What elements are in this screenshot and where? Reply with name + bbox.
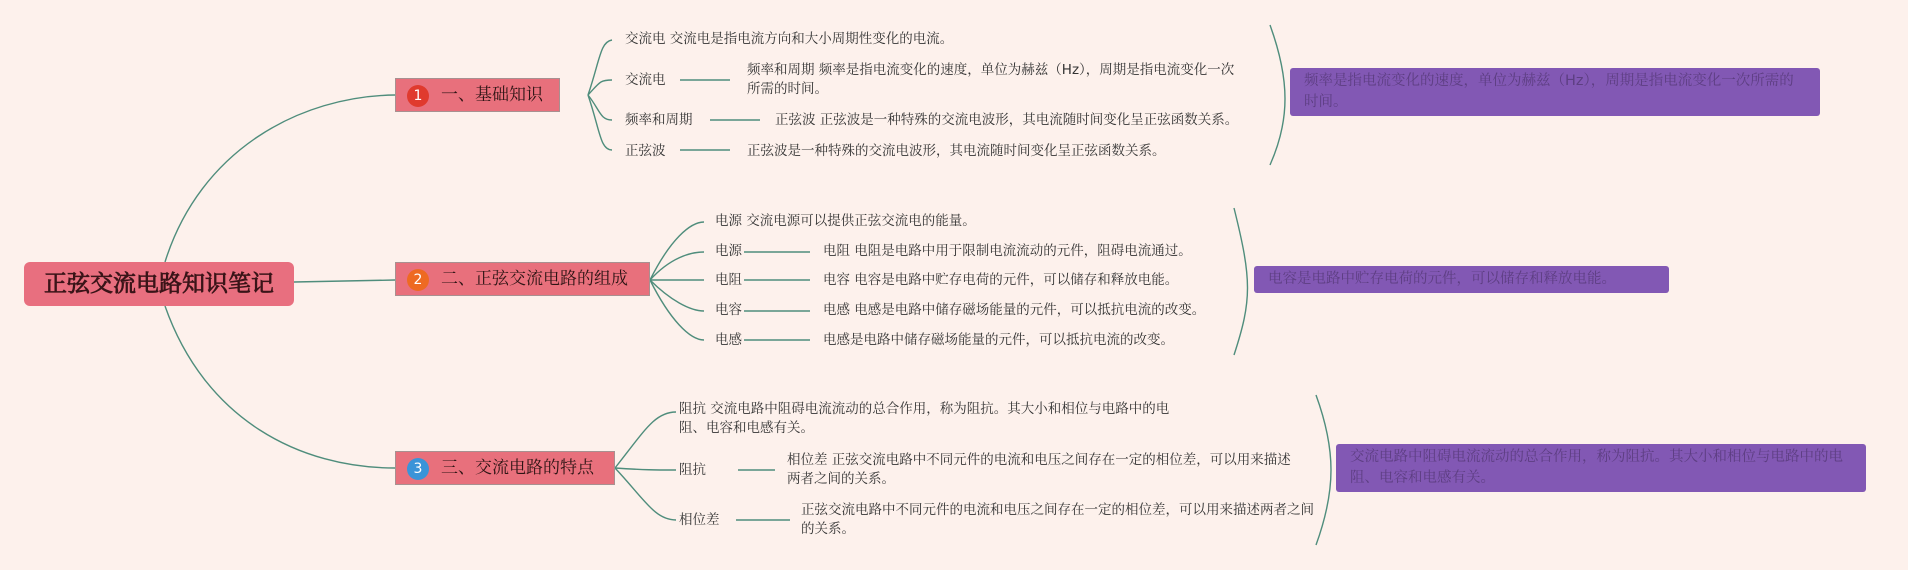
topic-resistor-definition[interactable]: 电阻 电阻是电路中用于限制电流流动的元件，阻碍电流通过。: [823, 243, 1192, 259]
branch-basic-knowledge[interactable]: [395, 78, 560, 112]
topic-ac-definition[interactable]: 交流电 交流电是指电流方向和大小周期性变化的电流。: [625, 31, 954, 47]
topic-power-source[interactable]: 电源: [715, 243, 742, 259]
branch-circuit-composition[interactable]: [395, 262, 650, 296]
topic-inductor-detail[interactable]: 电感是电路中储存磁场能量的元件，可以抵抗电流的改变。: [823, 332, 1174, 348]
topic-inductor[interactable]: 电感: [715, 332, 742, 348]
number-badge: 3: [407, 458, 429, 480]
topic-sine-wave-detail[interactable]: 正弦波是一种特殊的交流电波形，其电流随时间变化呈正弦函数关系。: [747, 143, 1166, 159]
topic-resistor[interactable]: 电阻: [715, 272, 742, 288]
topic-power-source-definition[interactable]: 电源 交流电源可以提供正弦交流电的能量。: [715, 213, 976, 229]
topic-impedance[interactable]: 阻抗: [679, 462, 706, 478]
topic-sine-wave[interactable]: 正弦波: [625, 143, 666, 159]
number-badge: 1: [407, 85, 429, 107]
topic-frequency-period-definition[interactable]: 频率和周期 频率是指电流变化的速度，单位为赫兹（Hz），周期是指电流变化一次所需的时间。: [747, 62, 1235, 97]
summary-box[interactable]: 电容是电路中贮存电荷的元件，可以储存和释放电能。: [1254, 266, 1669, 293]
number-badge: 2: [407, 269, 429, 291]
topic-inductor-definition[interactable]: 电感 电感是电路中储存磁场能量的元件，可以抵抗电流的改变。: [823, 302, 1206, 318]
branch-label: 一、基础知识: [441, 85, 543, 105]
topic-phase-difference-definition[interactable]: 相位差 正弦交流电路中不同元件的电流和电压之间存在一定的相位差，可以用来描述两者之间的关系。: [787, 452, 1291, 487]
summary-box[interactable]: 频率是指电流变化的速度，单位为赫兹（Hz），周期是指电流变化一次所需的时间。: [1290, 68, 1820, 116]
topic-impedance-definition[interactable]: 阻抗 交流电路中阻碍电流流动的总合作用，称为阻抗。其大小和相位与电路中的电阻、电容和电感有关。: [679, 401, 1170, 436]
topic-frequency-period[interactable]: 频率和周期: [625, 112, 693, 128]
branch-label: 三、交流电路的特点: [441, 458, 594, 478]
topic-phase-difference-detail[interactable]: 正弦交流电路中不同元件的电流和电压之间存在一定的相位差，可以用来描述两者之间的关系。: [801, 502, 1314, 537]
summary-box[interactable]: 交流电路中阻碍电流流动的总合作用，称为阻抗。其大小和相位与电路中的电阻、电容和电感有关。: [1336, 444, 1866, 492]
topic-phase-difference[interactable]: 相位差: [679, 512, 720, 528]
topic-capacitor[interactable]: 电容: [715, 302, 742, 318]
branch-ac-characteristics[interactable]: [395, 451, 615, 485]
branch-label: 二、正弦交流电路的组成: [441, 269, 628, 289]
topic-sine-wave-definition[interactable]: 正弦波 正弦波是一种特殊的交流电波形，其电流随时间变化呈正弦函数关系。: [775, 112, 1239, 128]
root-topic[interactable]: 正弦交流电路知识笔记: [24, 262, 294, 306]
topic-capacitor-definition[interactable]: 电容 电容是电路中贮存电荷的元件，可以储存和释放电能。: [823, 272, 1179, 288]
topic-ac[interactable]: 交流电: [625, 72, 666, 88]
